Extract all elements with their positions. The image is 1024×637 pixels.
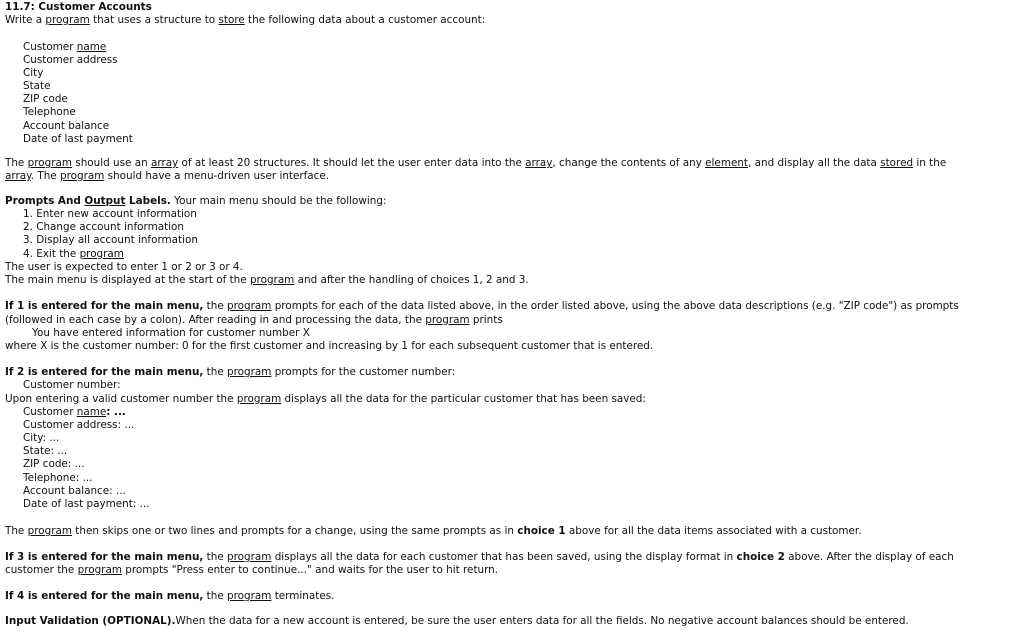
name-link[interactable]: name	[76, 406, 107, 418]
element-link[interactable]: element	[705, 157, 749, 169]
program-link[interactable]: program	[27, 157, 72, 169]
field-item: City	[23, 67, 44, 79]
choice1-line: If 1 is entered for the main menu, the program prompts for each of the data listed above, in the order listed above, using the above data descriptions (e.g. "ZIP code") as prompts	[5, 300, 959, 312]
choice2-line: If 2 is entered for the main menu, the program prompts for the customer number:	[5, 366, 456, 378]
intro-line: Write a program that uses a structure to store the following data about a customer account:	[5, 14, 486, 26]
menu-item: 3. Display all account information	[23, 234, 198, 246]
array-link[interactable]: array	[525, 157, 553, 169]
menu-item: 1. Enter new account information	[23, 208, 197, 220]
choice1-line: (followed in each case by a colon). After reading in and processing the data, the program prints	[5, 314, 503, 326]
skip-line: The program then skips one or two lines and prompts for a change, using the same prompts as in choice 1 above for all the data items associated with a customer.	[5, 525, 862, 537]
display-item: Customer address: ...	[23, 419, 135, 431]
field-item: Customer name	[23, 41, 107, 53]
input-validation-line: Input Validation (OPTIONAL).When the data for a new account is entered, be sure the user enters data for all the fields. No negative account balances should be entered.	[5, 615, 909, 627]
menu-item: 4. Exit the program	[23, 248, 124, 260]
title: 11.7: Customer Accounts	[5, 1, 152, 13]
display-item: Account balance: ...	[23, 485, 126, 497]
prompts-heading-line: Prompts And Output Labels. Your main menu should be the following:	[5, 195, 387, 207]
program-link[interactable]: program	[77, 564, 122, 576]
program-link[interactable]: program	[27, 525, 72, 537]
choice3-line: customer the program prompts "Press enter to continue..." and waits for the user to hit return.	[5, 564, 499, 576]
program-link[interactable]: program	[60, 170, 105, 182]
program-link[interactable]: program	[249, 274, 295, 286]
array-link[interactable]: array	[5, 170, 31, 182]
display-item: ZIP code: ...	[23, 458, 85, 470]
program-link[interactable]: program	[227, 300, 272, 312]
choice3-line: If 3 is entered for the main menu, the program displays all the data for each customer that has been saved, using the display format in choice 2 above. After the display of each	[5, 551, 954, 563]
stored-link[interactable]: stored	[880, 157, 914, 169]
field-item: Date of last payment	[23, 133, 133, 145]
program-link[interactable]: program	[425, 314, 470, 326]
display-item: State: ...	[23, 445, 68, 457]
store-link[interactable]: store	[218, 14, 245, 26]
customer-number-prompt: Customer number:	[23, 379, 121, 391]
field-item: Customer address	[23, 54, 118, 66]
field-item: ZIP code	[23, 93, 68, 105]
program-link[interactable]: program	[227, 366, 272, 378]
program-link[interactable]: program	[236, 393, 282, 405]
name-link[interactable]: name	[76, 41, 107, 53]
field-item: Telephone	[23, 106, 76, 118]
array-link[interactable]: array	[150, 157, 179, 169]
display-item: Telephone: ...	[23, 472, 93, 484]
choice4-line: If 4 is entered for the main menu, the program terminates.	[5, 590, 335, 602]
field-item: State	[23, 80, 51, 92]
choice2-line: Upon entering a valid customer number the program displays all the data for the particular customer that has been saved:	[5, 393, 646, 405]
choice1-line: where X is the customer number: 0 for the first customer and increasing by 1 for each subsequent customer that is entered.	[5, 340, 654, 352]
paragraph-line: array. The program should have a menu-driven user interface.	[5, 170, 330, 182]
menu-item: 2. Change account information	[23, 221, 184, 233]
program-link[interactable]: program	[45, 14, 90, 26]
display-item: City: ...	[23, 432, 60, 444]
program-link[interactable]: program	[227, 590, 272, 602]
paragraph-line: The user is expected to enter 1 or 2 or 3 or 4.	[5, 261, 243, 273]
choice1-message: You have entered information for customer number X	[32, 327, 310, 339]
program-link[interactable]: program	[227, 551, 272, 563]
display-item: Date of last payment: ...	[23, 498, 150, 510]
paragraph-line: The main menu is displayed at the start of the program and after the handling of choices 1, 2 and 3.	[5, 274, 529, 286]
display-item: Customer name: ...	[23, 406, 126, 418]
field-item: Account balance	[23, 120, 110, 132]
output-link[interactable]: Output	[84, 195, 126, 207]
program-link[interactable]: program	[79, 248, 124, 260]
paragraph-line: The program should use an array of at least 20 structures. It should let the user enter data into the array, change the contents of any element, and display all the data stored in the	[5, 157, 947, 169]
